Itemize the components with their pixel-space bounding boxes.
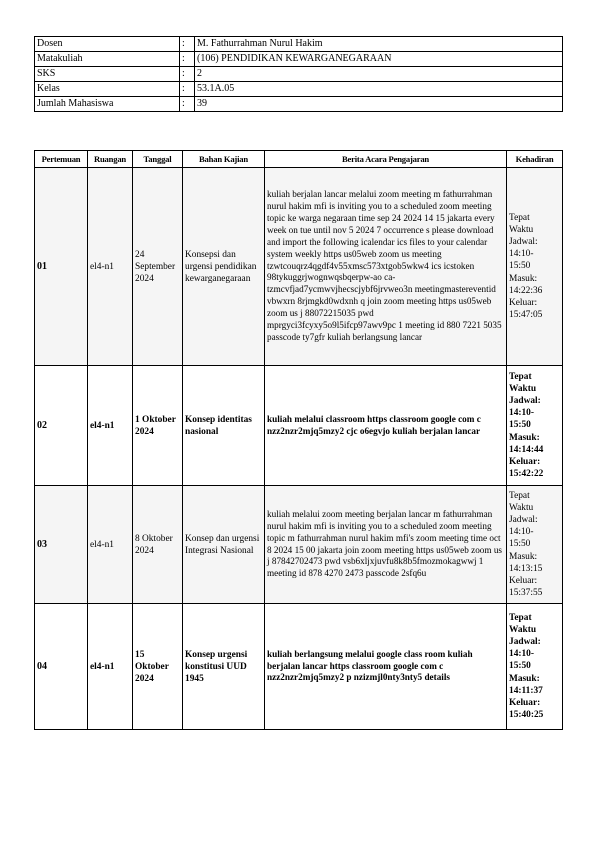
attendance-table	[34, 150, 563, 730]
kehadiran-line: Waktu	[509, 383, 537, 394]
ruangan-cell: el4-n1	[88, 486, 133, 604]
table-row	[35, 604, 563, 730]
kehadiran-cell	[507, 604, 563, 730]
kehadiran-line: Waktu	[509, 224, 534, 235]
ruangan-cell: el4-n1	[88, 366, 133, 486]
kehadiran-cell	[507, 486, 563, 604]
pertemuan-cell: 01	[35, 168, 88, 366]
info-row-dosen	[35, 37, 563, 52]
info-label: Dosen	[35, 37, 180, 52]
kehadiran-line: 14:13:15	[509, 563, 543, 574]
info-value: 39	[195, 97, 563, 112]
info-separator: :	[180, 52, 195, 67]
info-row-matakuliah	[35, 52, 563, 67]
course-info-table	[34, 36, 563, 112]
kehadiran-line: Jadwal:	[509, 395, 541, 406]
kehadiran-line: 14:10-	[509, 408, 534, 419]
info-row-kelas	[35, 82, 563, 97]
header-tanggal: Tanggal	[133, 151, 183, 168]
kehadiran-line: Masuk:	[509, 273, 538, 284]
kehadiran-line: 14:11:37	[509, 685, 543, 696]
kehadiran-line: 14:10-	[509, 649, 534, 660]
tanggal-cell: 15 Oktober 2024	[133, 604, 183, 730]
header-pertemuan: Pertemuan	[35, 151, 88, 168]
info-value: (106) PENDIDIKAN KEWARGANEGARAAN	[195, 52, 563, 67]
info-separator: :	[180, 97, 195, 112]
berita-acara-cell: kuliah melalui classroom https classroom google com c nzz2nzr2mjq5mzy2 cjc o6egvjo kuliah berjalan lancar	[265, 366, 507, 486]
kehadiran-cell	[507, 168, 563, 366]
header-ruangan: Ruangan	[88, 151, 133, 168]
header-kehadiran: Kehadiran	[507, 151, 563, 168]
kehadiran-cell	[507, 366, 563, 486]
berita-acara-cell: kuliah berlangsung melalui google class room kuliah berjalan lancar https classroom google com c nzz2nzr2mjq5mzy2 p nzizmjl0nty3nty5 details	[265, 604, 507, 730]
kehadiran-line: 15:47:05	[509, 310, 543, 321]
bahan-kajian-cell: Konsep dan urgensi Integrasi Nasional	[183, 486, 265, 604]
info-value: 53.1A.05	[195, 82, 563, 97]
bahan-kajian-cell: Konsep identitas nasional	[183, 366, 265, 486]
kehadiran-line: 15:50	[509, 420, 531, 431]
kehadiran-line: Masuk:	[509, 432, 540, 443]
info-label: Kelas	[35, 82, 180, 97]
kehadiran-line: Waktu	[509, 502, 534, 513]
kehadiran-line: 15:50	[509, 539, 531, 550]
kehadiran-line: Jadwal:	[509, 514, 538, 525]
kehadiran-line: Keluar:	[509, 457, 541, 467]
kehadiran-line: 15:42:22	[509, 469, 544, 480]
kehadiran-line: 14:14:44	[509, 444, 544, 455]
info-label: Jumlah Mahasiswa	[35, 97, 180, 112]
kehadiran-line: Masuk:	[509, 551, 538, 562]
kehadiran-line: 14:10-	[509, 527, 534, 538]
info-value: 2	[195, 67, 563, 82]
ruangan-cell: el4-n1	[88, 604, 133, 730]
kehadiran-line: Waktu	[509, 624, 537, 635]
table-row	[35, 366, 563, 486]
table-header-row	[35, 151, 563, 168]
kehadiran-line: 15:37:55	[509, 588, 543, 599]
kehadiran-line: 15:50	[509, 661, 531, 672]
tanggal-cell: 1 Oktober 2024	[133, 366, 183, 486]
tanggal-cell: 8 Oktober 2024	[133, 486, 183, 604]
header-berita-acara: Berita Acara Pengajaran	[265, 151, 507, 168]
info-separator: :	[180, 37, 195, 52]
kehadiran-line: 15:50	[509, 261, 531, 272]
kehadiran-line: Jadwal:	[509, 636, 541, 647]
kehadiran-line: 14:10-	[509, 249, 534, 260]
kehadiran-line: Keluar:	[509, 298, 538, 308]
kehadiran-line: Tepat	[509, 371, 532, 382]
kehadiran-line: Keluar:	[509, 576, 538, 586]
kehadiran-line: Jadwal:	[509, 236, 538, 247]
kehadiran-line: Tepat	[509, 490, 530, 501]
table-row	[35, 168, 563, 366]
info-separator: :	[180, 82, 195, 97]
info-row-jumlah-mahasiswa	[35, 97, 563, 112]
pertemuan-cell: 02	[35, 366, 88, 486]
kehadiran-line: 15:40:25	[509, 710, 544, 721]
pertemuan-cell: 04	[35, 604, 88, 730]
berita-acara-cell: kuliah melalui zoom meeting berjalan lancar m fathurrahman nurul hakim mfi is inviting you to a scheduled zoom meeting topic m fathurrahman nurul hakim mfi's zoom meeting time oct 8 2024 15 00 jakarta join zoom meeting https us05web zoom us j 87842702473 pwd vsb6xljxjuvfu8k8b5fmozmokagwwj 1 meeting id 878 4270 2473 passcode 2sfq6u	[265, 486, 507, 604]
ruangan-cell: el4-n1	[88, 168, 133, 366]
header-bahan-kajian: Bahan Kajian	[183, 151, 265, 168]
info-separator: :	[180, 67, 195, 82]
bahan-kajian-cell: Konsepsi dan urgensi pendidikan kewarganegaraan	[183, 168, 265, 366]
berita-acara-cell: kuliah berjalan lancar melalui zoom meeting m fathurrahman nurul hakim mfi is inviting you to a scheduled zoom meeting topic ke warga negaraan time sep 24 2024 14 15 jakarta every week on tue until nov 5 2024 7 occurrence s please download and import the following icalendar ics files to your calendar system weekly https us05web zoom us meeting tzwtcouqrz4qgdf4v55xmsc573xtgob5wkw4 ics icstoken 98tykuggrjwognwqsbqerpw-ao ca-tzmcvfjad7ycmwvjhecscjybf6jrvweo3n meetingmastereventid vbwxrn 8rjmgkd0wdxnh q join zoom meeting https us05web zoom us j 88072215035 pwd mprgyci3fcyxy5o9l5ifcp97awv9pc 1 meeting id 880 7221 5035 passcode ty7gfr kuliah berlangsung lancar	[265, 168, 507, 366]
tanggal-cell: 24 September 2024	[133, 168, 183, 366]
info-label: Matakuliah	[35, 52, 180, 67]
info-label: SKS	[35, 67, 180, 82]
kehadiran-line: 14:22:36	[509, 285, 543, 296]
info-row-sks	[35, 67, 563, 82]
table-row	[35, 486, 563, 604]
kehadiran-line: Masuk:	[509, 673, 540, 684]
pertemuan-cell: 03	[35, 486, 88, 604]
kehadiran-line: Tepat	[509, 612, 532, 623]
bahan-kajian-cell: Konsep urgensi konstitusi UUD 1945	[183, 604, 265, 730]
kehadiran-line: Keluar:	[509, 698, 541, 708]
info-value: M. Fathurrahman Nurul Hakim	[195, 37, 563, 52]
kehadiran-line: Tepat	[509, 212, 530, 223]
